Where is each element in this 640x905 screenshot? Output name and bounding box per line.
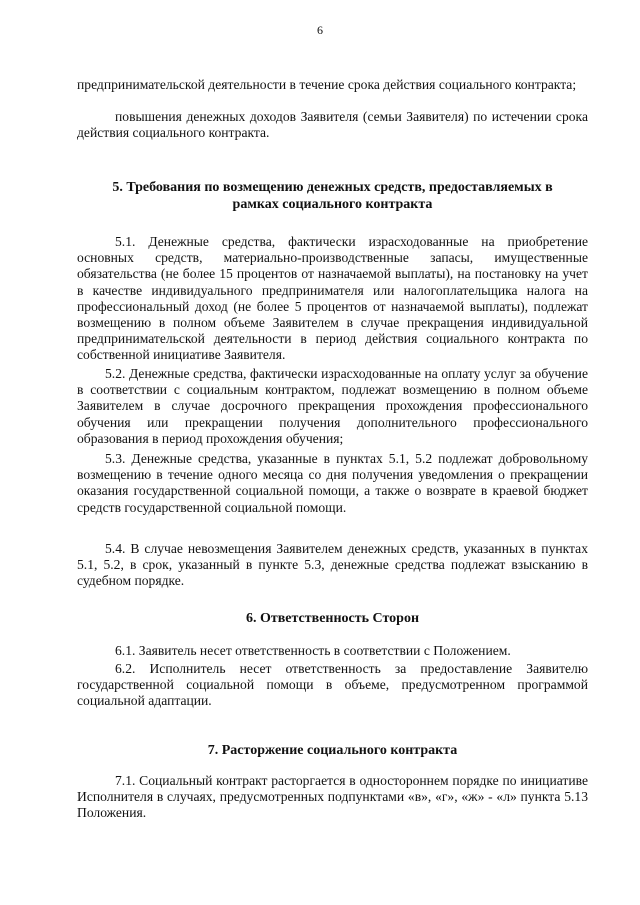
section-5-paragraph-5-4: 5.4. В случае невозмещения Заявителем денежных средств, указанных в пунктах 5.1, 5.2, в срок, указанный в пункте 5.3, денежные средства подлежат взысканию в судебном порядке.	[77, 541, 588, 589]
intro-paragraph-2: повышения денежных доходов Заявителя (семьи Заявителя) по истечении срока действия социального контракта.	[77, 109, 588, 141]
section-6-paragraph-6-2: 6.2. Исполнитель несет ответственность за предоставление Заявителю государственной социальной помощи в объеме, предусмотренном программой социальной адаптации.	[77, 661, 588, 709]
section-7-paragraph-7-1: 7.1. Социальный контракт расторгается в одностороннем порядке по инициативе Исполнителя в случаях, предусмотренных подпунктами «в», «г», «ж» - «л» пункта 5.13 Положения.	[77, 773, 588, 821]
section-7-title: 7. Расторжение социального контракта	[207, 743, 458, 758]
section-5-title-line-1: 5. Требования по возмещению денежных средств, предоставляемых в	[112, 180, 553, 195]
section-5-paragraph-5-2: 5.2. Денежные средства, фактически израсходованные на оплату услуг за обучение в соответствии с социальным контрактом, подлежат возмещению в полном объеме Заявителем в случае досрочного прекращения прохождения профессионального обучения или прекращении получения дополнительного профессионального образования в период прохождения обучения;	[77, 366, 588, 446]
section-5-title-line-2: рамках социального контракта	[232, 197, 433, 212]
section-6-paragraph-6-1: 6.1. Заявитель несет ответственность в соответствии с Положением.	[115, 643, 511, 658]
section-6-title: 6. Ответственность Сторон	[245, 611, 420, 626]
section-5-paragraph-5-1: 5.1. Денежные средства, фактически израсходованные на приобретение основных средств, материально-производственные запасы, имущественные обязательства (не более 15 процентов от назначаемой выплаты), на постановку на учет в качестве индивидуального предпринимателя или налогоплательщика налога на профессиональный доход (не более 5 процентов от назначаемой выплаты), подлежат возмещению в полном объеме Заявителем в случае прекращения индивидуальной предпринимательской деятельности в период действия социального контракта по собственной инициативе Заявителя.	[77, 234, 588, 363]
intro-paragraph-1: предпринимательской деятельности в течение срока действия социального контракта;	[77, 77, 577, 92]
section-5-paragraph-5-3: 5.3. Денежные средства, указанные в пунктах 5.1, 5.2 подлежат добровольному возмещению в течение одного месяца со дня получения уведомления о прекращении оказания государственной социальной помощи, а также о возврате в краевой бюджет средств государственной социальной помощи.	[77, 451, 588, 515]
page-number: 6	[317, 23, 323, 37]
